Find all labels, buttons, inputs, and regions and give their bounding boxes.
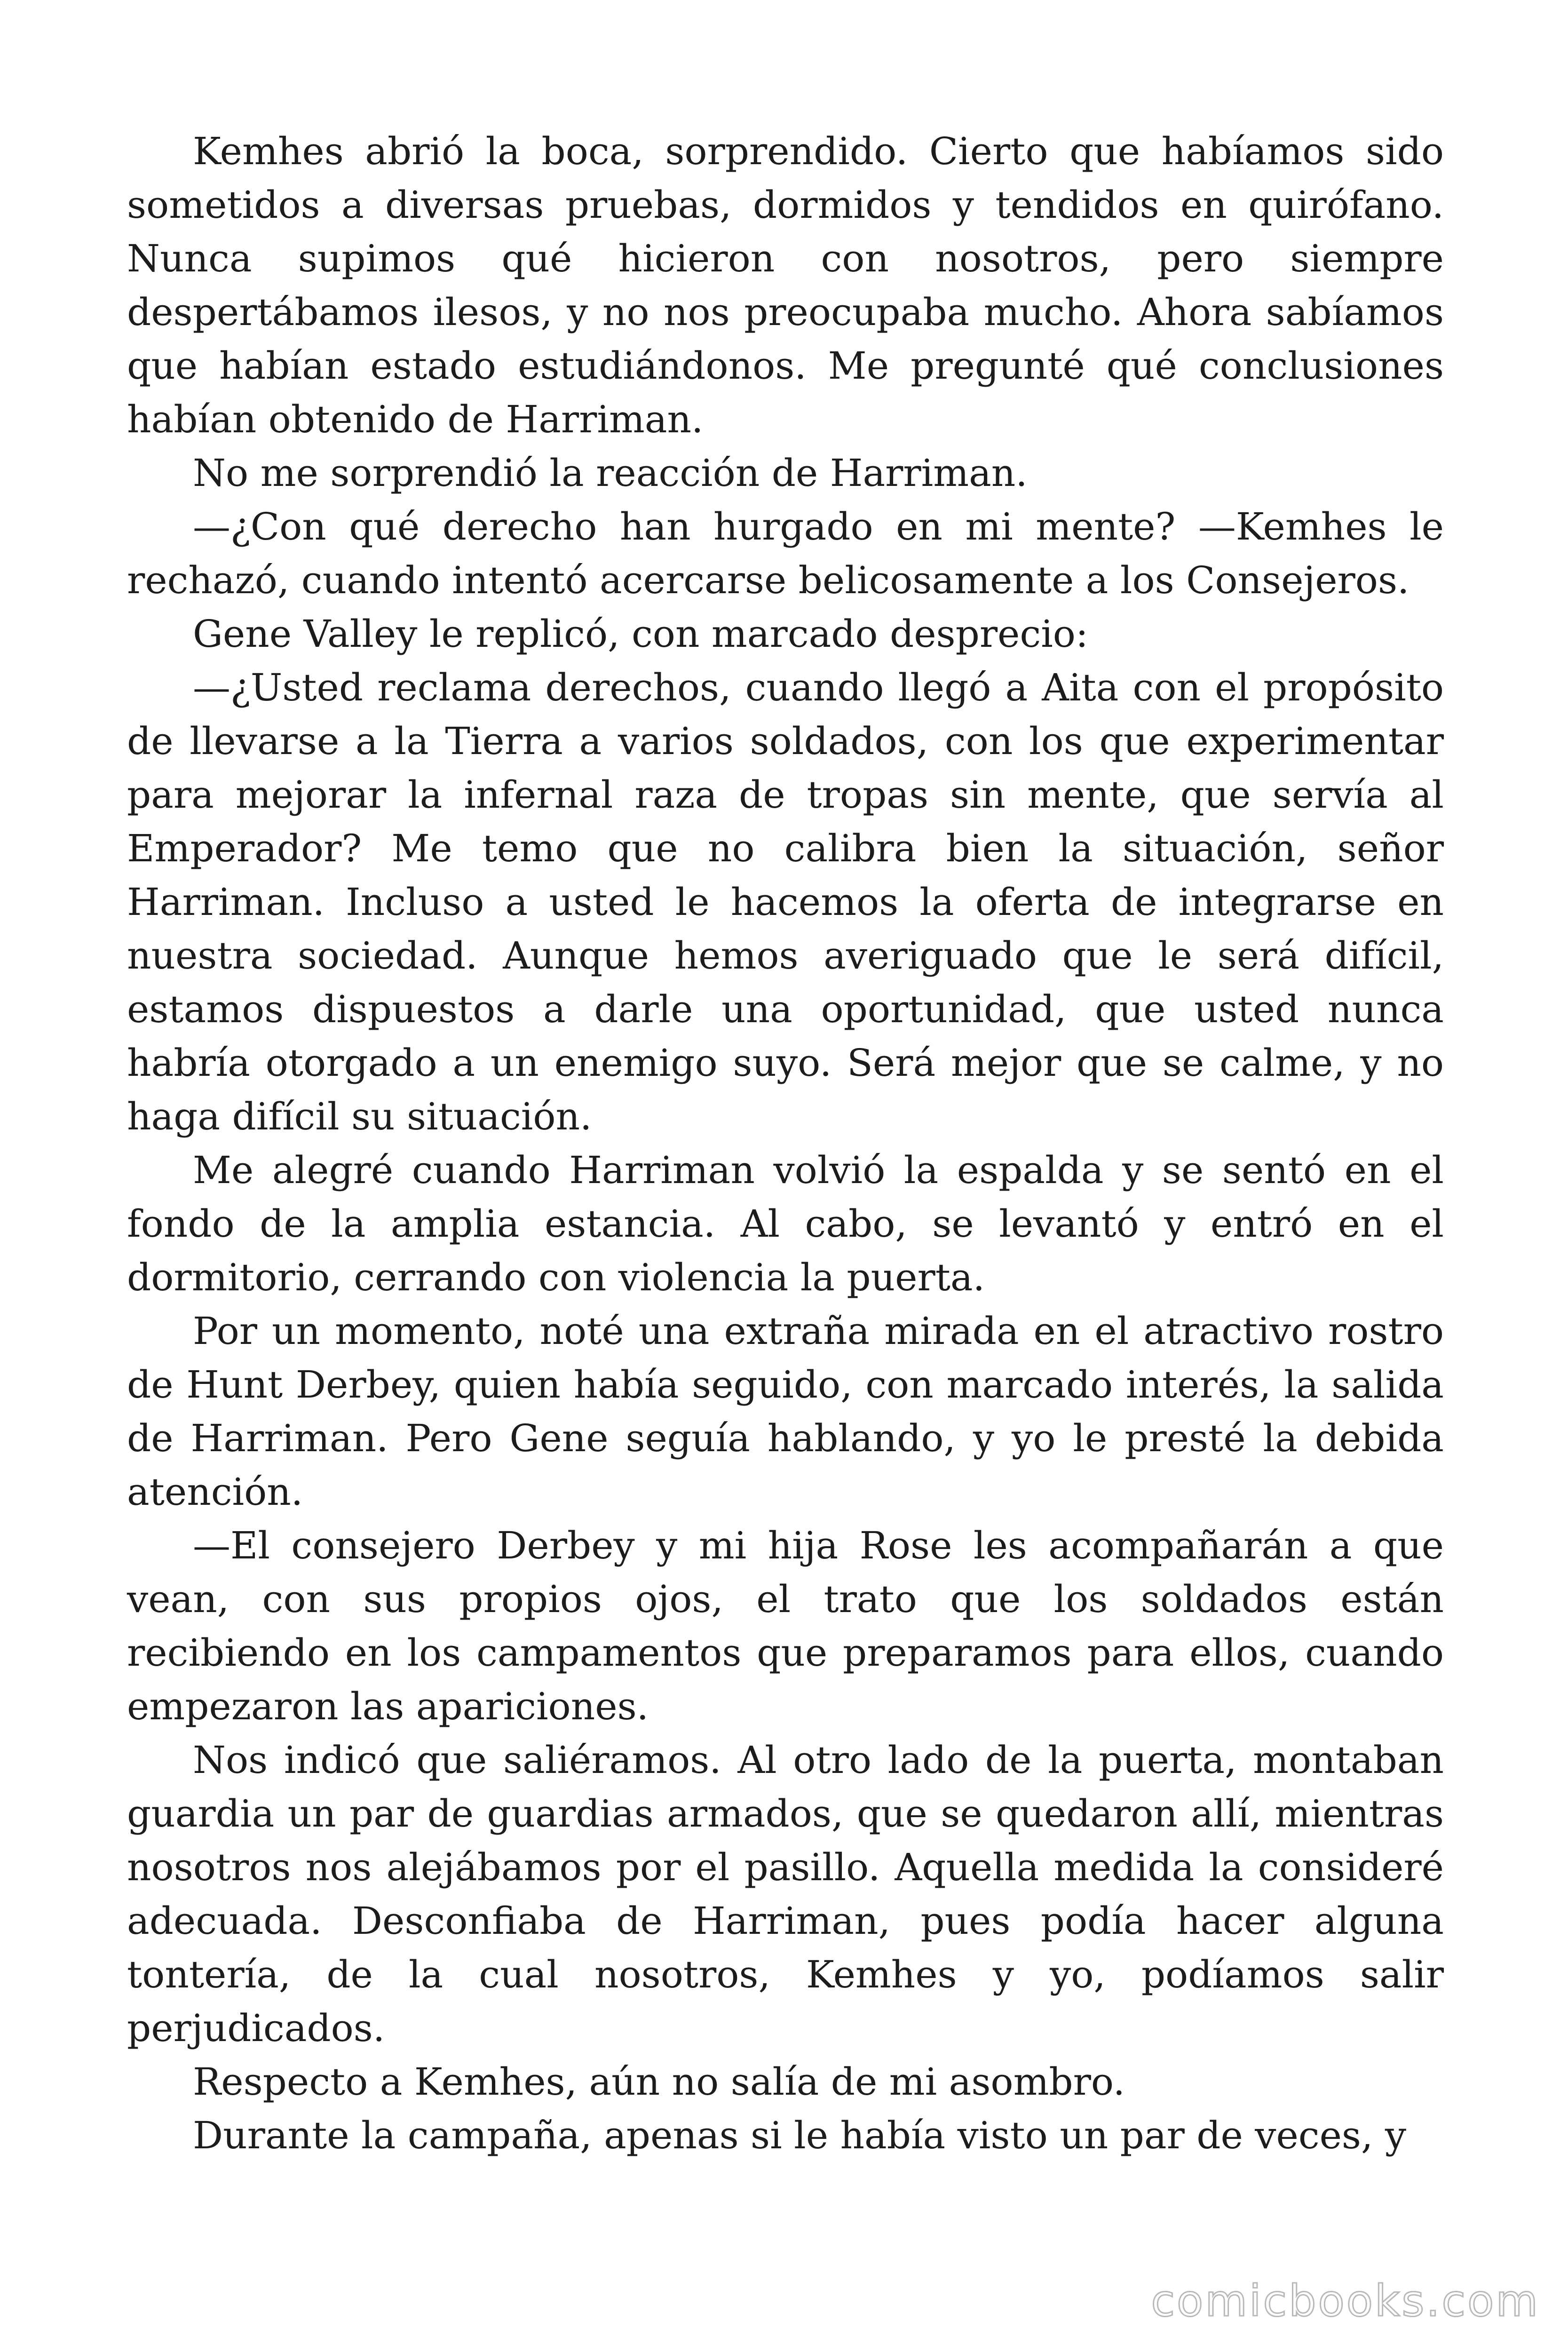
paragraph-4: Gene Valley le replicó, con marcado desprecio: (193, 612, 1088, 656)
paragraph-2: No me sorprendió la reacción de Harriman. (193, 451, 1028, 495)
paragraph-5: —¿Usted reclama derechos, cuando llegó a Aita con el propósito de llevarse a la Tierra a varios soldados, con los que experimentar para mejorar la infernal raza de tropas sin mente, que servía al Emperador? Me temo que no calibra bien la situación, señor Harriman. Incluso a usted le hacemos la oferta de integrarse en nuestra sociedad. Aunque hemos averiguado que le será difícil, estamos dispuestos a darle una oportunidad, que usted nunca habría otorgado a un enemigo suyo. Será mejor que se calme, y no haga difícil su situación. (127, 666, 1444, 1138)
paragraph-9: Nos indicó que saliéramos. Al otro lado de la puerta, montaban guardia un par de guardias armados, que se quedaron allí, mientras nosotros nos alejábamos por el pasillo. Aquella medida la consideré adecuada. Desconfiaba de Harriman, pues podía hacer alguna tontería, de la cual nosotros, Kemhes y yo, podíamos salir perjudicados. (127, 1738, 1444, 2050)
paragraph-11: Durante la campaña, apenas si le había visto un par de veces, y (193, 2114, 1407, 2157)
watermark-text: comicbooks.com (1151, 2276, 1540, 2326)
paragraph-10: Respecto a Kemhes, aún no salía de mi asombro. (193, 2060, 1125, 2104)
book-page-text (127, 125, 1444, 2162)
paragraph-1: Kemhes abrió la boca, sorprendido. Cierto que habíamos sido sometidos a diversas pruebas, dormidos y tendidos en quirófano. Nunca supimos qué hicieron con nosotros, pero siempre despertábamos ilesos, y no nos preocupaba mucho. Ahora sabíamos que habían estado estudiándonos. Me pregunté qué conclusiones habían obtenido de Harriman. (127, 129, 1444, 441)
paragraph-8: —El consejero Derbey y mi hija Rose les acompañarán a que vean, con sus propios ojos, el trato que los soldados están recibiendo en los campamentos que preparamos para ellos, cuando empezaron las apariciones. (127, 1524, 1444, 1728)
paragraph-6: Me alegré cuando Harriman volvió la espalda y se sentó en el fondo de la amplia estancia. Al cabo, se levantó y entró en el dormitorio, cerrando con violencia la puerta. (127, 1148, 1444, 1299)
paragraph-3: —¿Con qué derecho han hurgado en mi mente? —Kemhes le rechazó, cuando intentó acercarse belicosamente a los Consejeros. (127, 505, 1444, 602)
paragraph-7: Por un momento, noté una extraña mirada en el atractivo rostro de Hunt Derbey, quien había seguido, con marcado interés, la salida de Harriman. Pero Gene seguía hablando, y yo le presté la debida atención. (127, 1309, 1444, 1514)
